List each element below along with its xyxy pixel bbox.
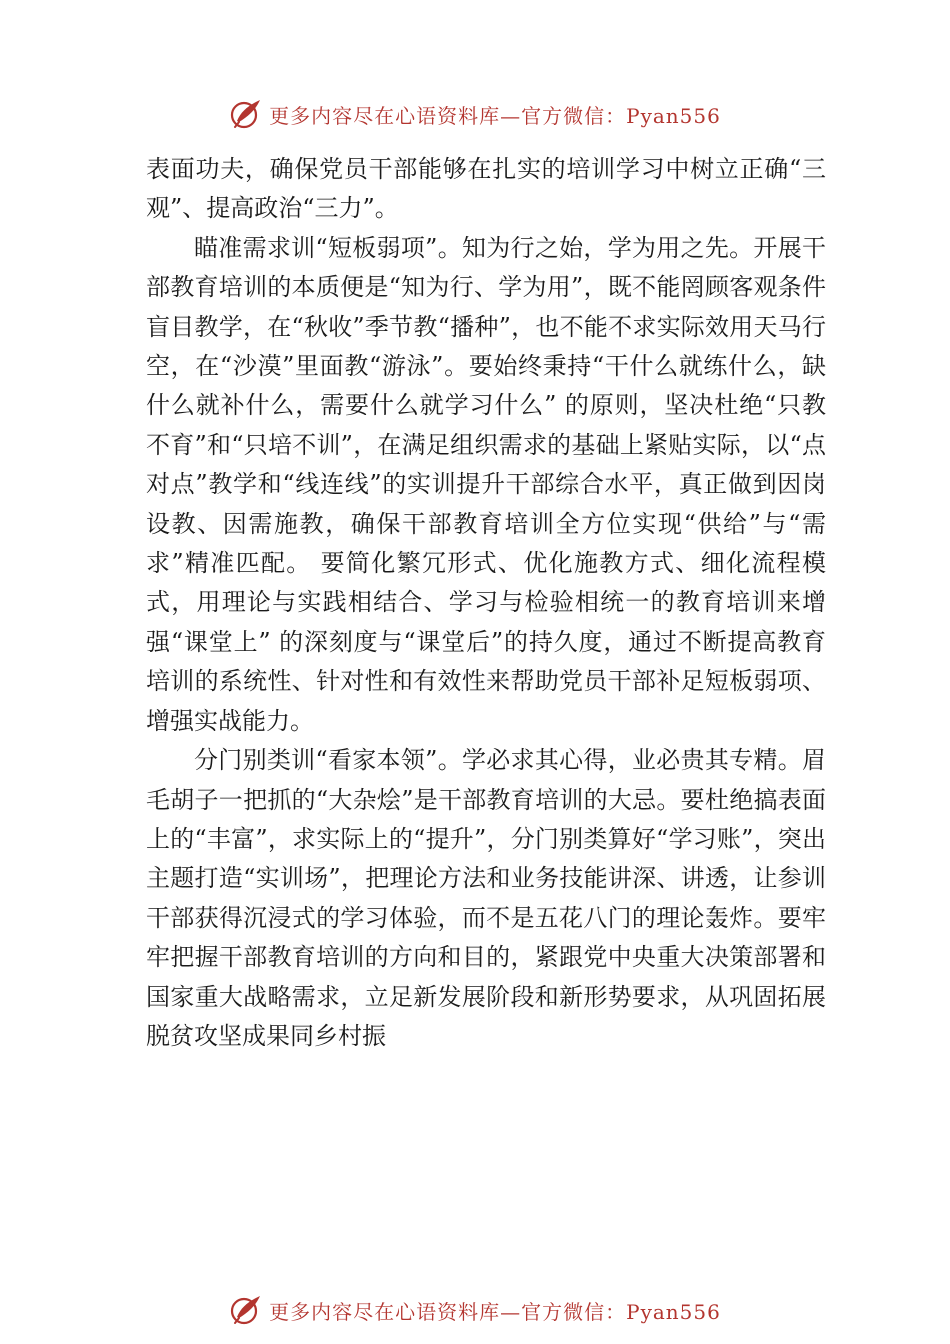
paragraph-core-skills: 分门别类训“看家本领”。学必求其心得，业必贵其专精。眉毛胡子一把抓的“大杂烩”是干部教育培训的大忌。要杜绝搞表面上的“丰富”，求实际上的“提升”，分门别类算好“学习账”，突出主题打造“实训场”，把理论方法和业务技能讲深、讲透，让参训干部获得沉浸式的学习体验，而不是五花八门的理论轰炸。要牢牢把握干部教育培训的方向和目的，紧跟党中央重大决策部署和国家重大战略需求，立足新发展阶段和新形势要求，从巩固拓展脱贫攻坚成果同乡村振 bbox=[146, 746, 826, 1050]
document-body bbox=[146, 150, 826, 1056]
footer-banner-text: 更多内容尽在心语资料库—官方微信：Pyan556 bbox=[269, 1299, 721, 1324]
footer-banner bbox=[0, 1290, 950, 1330]
header-banner-text: 更多内容尽在心语资料库—官方微信：Pyan556 bbox=[269, 103, 721, 128]
header-banner bbox=[0, 94, 950, 134]
quill-pen-icon bbox=[229, 97, 263, 131]
paragraph-short-board: 瞄准需求训“短板弱项”。知为行之始，学为用之先。开展干部教育培训的本质便是“知为行、学为用”，既不能罔顾客观条件盲目教学，在“秋收”季节教“播种”，也不能不求实际效用天马行空，在“沙漠”里面教“游泳”。要始终秉持“干什么就练什么，缺什么就补什么，需要什么就学习什么” 的原则，坚决杜绝“只教不育”和“只培不训”，在满足组织需求的基础上紧贴实际，以“点对点”教学和“线连线”的实训提升干部综合水平，真正做到因岗设教、因需施教，确保干部教育培训全方位实现“供给”与“需求”精准匹配。 要简化繁冗形式、优化施教方式、细化流程模式，用理论与实践相结合、学习与检验相统一的教育培训来增强“课堂上” 的深刻度与“课堂后”的持久度，通过不断提高教育培训的系统性、针对性和有效性来帮助党员干部补足短板弱项、增强实战能力。 bbox=[146, 233, 826, 735]
paragraph-continuation: 表面功夫，确保党员干部能够在扎实的培训学习中树立正确“三观”、提高政治“三力”。 bbox=[146, 155, 826, 223]
quill-pen-icon bbox=[229, 1293, 263, 1327]
